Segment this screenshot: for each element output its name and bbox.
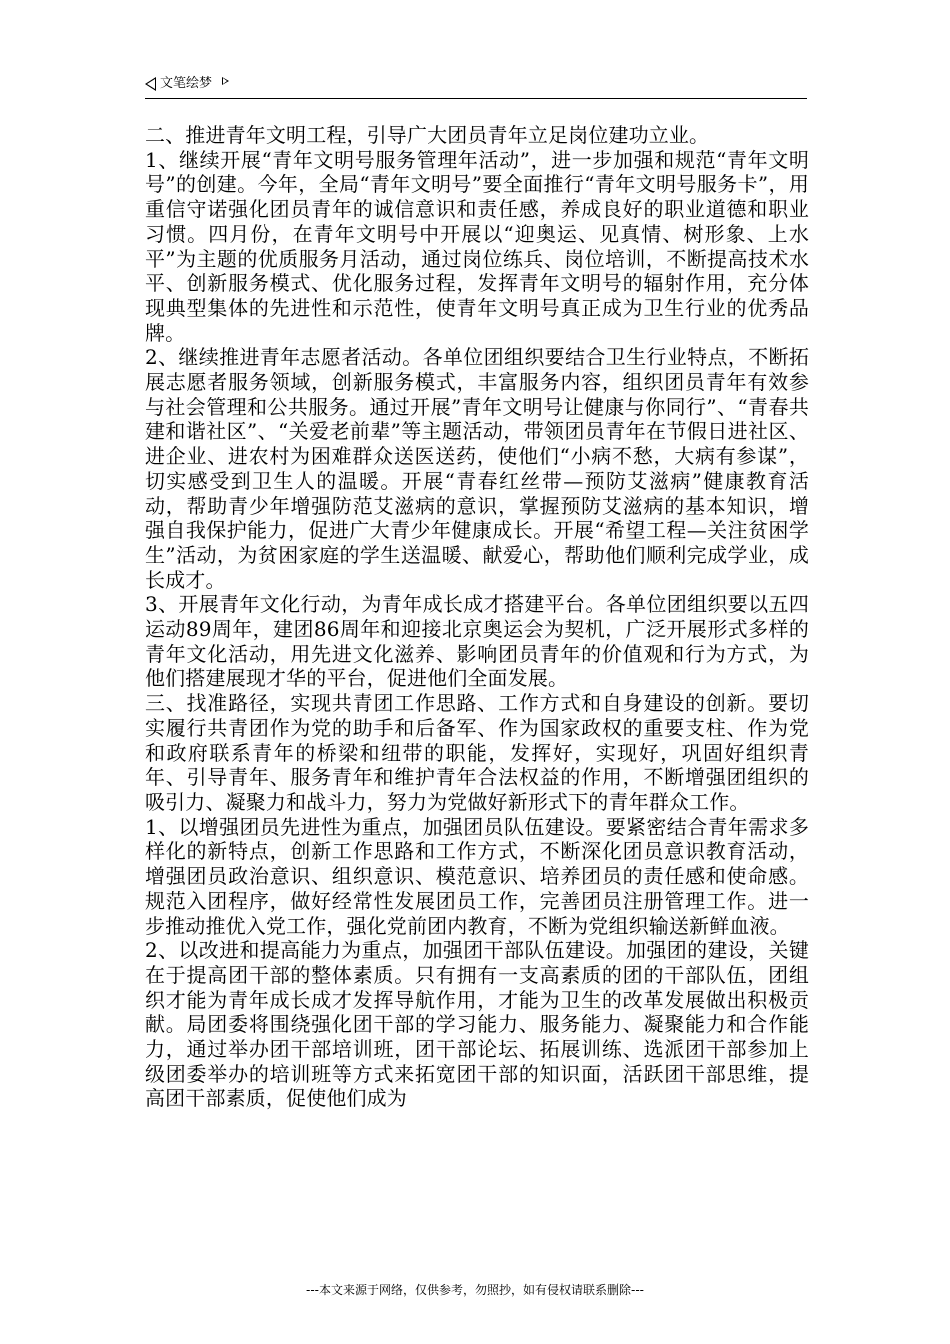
- brand-text: 文笔绘梦: [160, 76, 213, 91]
- triangle-right-icon: [222, 77, 229, 85]
- paragraph: 三、找准路径，实现共青团工作思路、工作方式和自身建设的创新。要切实履行共青团作为党的助手和后备军、作为国家政权的重要支柱、作为党和政府联系青年的桥梁和纽带的职能，发挥好，实现好，巩固好组织青年、引导青年、服务青年和维护青年合法权益的作用，不断增强团组织的吸引力、凝聚力和战斗力，努力为党做好新形式下的青年群众工作。: [145, 691, 809, 814]
- paragraph: 3、开展青年文化行动，为青年成长成才搭建平台。各单位团组织要以五四运动89周年，建团86周年和迎接北京奥运会为契机，广泛开展形式多样的青年文化活动，用先进文化滋养、影响团员青年的价值观和行为方式，为他们搭建展现才华的平台，促进他们全面发展。: [145, 592, 809, 691]
- header-brand: [145, 74, 229, 94]
- paragraph: 1、以增强团员先进性为重点，加强团员队伍建设。要紧密结合青年需求多样化的新特点，创新工作思路和工作方式，不断深化团员意识教育活动，增强团员政治意识、组织意识、模范意识、培养团员的责任感和使命感。规范入团程序，做好经常性发展团员工作，完善团员注册管理工作。进一步推动推优入党工作，强化党前团内教育，不断为党组织输送新鲜血液。: [145, 814, 809, 938]
- paragraph: 2、以改进和提高能力为重点，加强团干部队伍建设。加强团的建设，关键在于提高团干部的整体素质。只有拥有一支高素质的团的干部队伍，团组织才能为青年成长成才发挥导航作用，才能为卫生的改革发展做出积极贡献。局团委将围绕强化团干部的学习能力、服务能力、凝聚能力和合作能力，通过举办团干部培训班，团干部论坛、拓展训练、选派团干部参加上级团委举办的培训班等方式来拓宽团干部的知识面，活跃团干部思维，提高团干部素质，促使他们成为: [145, 938, 809, 1111]
- paragraph: 二、推进青年文明工程，引导广大团员青年立足岗位建功立业。: [145, 123, 710, 147]
- paragraph: 2、继续推进青年志愿者活动。各单位团组织要结合卫生行业特点，不断拓展志愿者服务领域，创新服务模式，丰富服务内容，组织团员青年有效参与社会管理和公共服务。通过开展”青年文明号让健康与你同行”、“青春共建和谐社区”、“关爱老前辈”等主题活动，带领团员青年在节假日进社区、进企业、进农村为困难群众送医送药，使他们“小病不愁，大病有参谋”，切实感受到卫生人的温暖。开展“青春红丝带—预防艾滋病”健康教育活动，帮助青少年增强防范艾滋病的意识，掌握预防艾滋病的基本知识，增强自我保护能力，促进广大青少年健康成长。开展“希望工程—关注贫困学生”活动，为贫困家庭的学生送温暖、献爱心，帮助他们顺利完成学业，成长成才。: [145, 345, 809, 592]
- footer-notice: ---本文来源于网络，仅供参考，勿照抄，如有侵权请联系删除---: [306, 1283, 644, 1297]
- page-header: [145, 74, 807, 99]
- document-body: [145, 123, 809, 1111]
- triangle-left-icon: [145, 77, 156, 91]
- paragraph: 1、继续开展“青年文明号服务管理年活动”，进一步加强和规范“青年文明号”的创建。今年，全局“青年文明号”要全面推行“青年文明号服务卡”，用重信守诺强化团员青年的诚信意识和责任感，养成良好的职业道德和职业习惯。四月份，在青年文明号中开展以“迎奥运、见真情、树形象、上水平”为主题的优质服务月活动，通过岗位练兵、岗位培训，不断提高技术水平、创新服务模式、优化服务过程，发挥青年文明号的辐射作用，充分体现典型集体的先进性和示范性，使青年文明号真正成为卫生行业的优秀品牌。: [145, 147, 809, 345]
